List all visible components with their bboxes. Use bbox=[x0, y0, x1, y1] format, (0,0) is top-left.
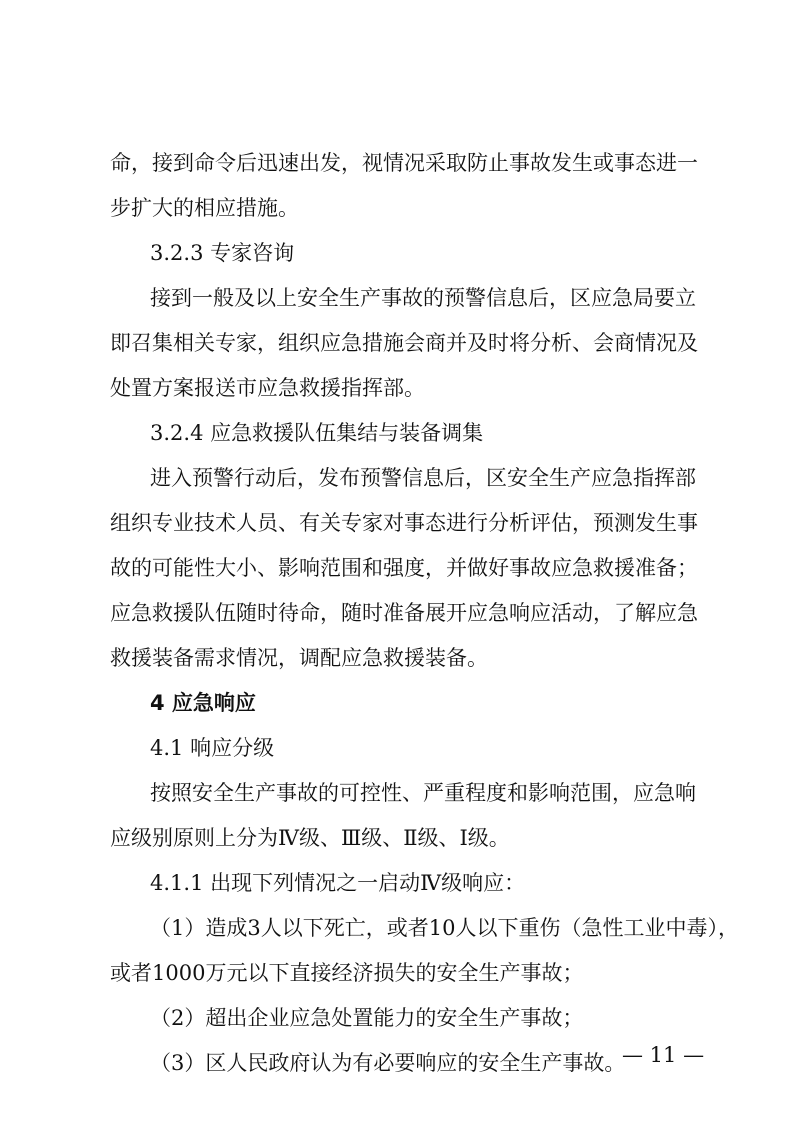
paragraph-line: 步扩大的相应措施。 bbox=[110, 196, 299, 220]
list-item-2: （2）超出企业应急处置能力的安全生产事故； bbox=[150, 1006, 584, 1030]
section-heading-4-1: 4.1 响应分级 bbox=[150, 736, 275, 760]
paragraph-line: 应急救援队伍随时待命，随时准备展开应急响应活动，了解应急 bbox=[110, 601, 698, 625]
paragraph-line: 故的可能性大小、影响范围和强度，并做好事故应急救援准备； bbox=[110, 556, 698, 580]
section-heading-4: 4 应急响应 bbox=[150, 691, 256, 715]
paragraph-line: 即召集相关专家，组织应急措施会商并及时将分析、会商情况及 bbox=[110, 331, 698, 355]
paragraph-line: 救援装备需求情况，调配应急救援装备。 bbox=[110, 646, 488, 670]
paragraph-line: 命，接到命令后迅速出发，视情况采取防止事故发生或事态进一 bbox=[110, 151, 698, 175]
section-heading-3-2-4: 3.2.4 应急救援队伍集结与装备调集 bbox=[150, 421, 484, 445]
paragraph-line: 应级别原则上分为Ⅳ级、Ⅲ级、Ⅱ级、Ⅰ级。 bbox=[110, 826, 510, 850]
paragraph-line: 组织专业技术人员、有关专家对事态进行分析评估，预测发生事 bbox=[110, 511, 698, 535]
paragraph-line: 进入预警行动后，发布预警信息后，区安全生产应急指挥部 bbox=[150, 466, 696, 490]
section-heading-4-1-1: 4.1.1 出现下列情况之一启动Ⅳ级响应： bbox=[150, 871, 526, 895]
list-item-1-continued: 或者1000万元以下直接经济损失的安全生产事故； bbox=[110, 961, 584, 985]
list-item-3: （3）区人民政府认为有必要响应的安全生产事故。 bbox=[150, 1051, 626, 1075]
page-number: — 11 — bbox=[622, 1043, 705, 1067]
list-item-1: （1）造成3人以下死亡，或者10人以下重伤（急性工业中毒）， bbox=[150, 916, 739, 940]
section-heading-3-2-3: 3.2.3 专家咨询 bbox=[150, 241, 295, 265]
paragraph-line: 按照安全生产事故的可控性、严重程度和影响范围，应急响 bbox=[150, 781, 696, 805]
paragraph-line: 处置方案报送市应急救援指挥部。 bbox=[110, 376, 425, 400]
paragraph-line: 接到一般及以上安全生产事故的预警信息后，区应急局要立 bbox=[150, 286, 696, 310]
